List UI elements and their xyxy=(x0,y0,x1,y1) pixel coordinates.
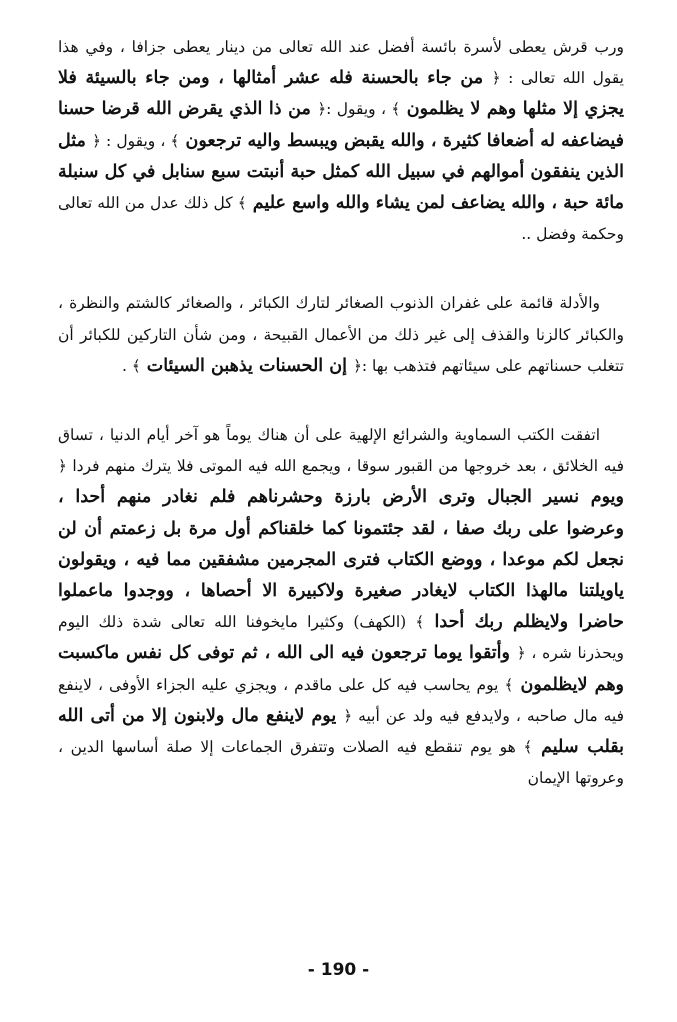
quran-bracket: ﴾ xyxy=(237,194,247,213)
quran-bracket: ﴿ xyxy=(491,69,501,88)
body-text: ، ويقول : xyxy=(326,100,392,119)
quran-verse: وأتقوا يوما ترجعون فيه الى الله ، ثم توفى كل نفس ماكسبت وهم لايظلمون xyxy=(58,643,624,695)
paragraph xyxy=(58,420,624,794)
paragraph xyxy=(58,288,624,382)
quran-bracket: ﴿ xyxy=(58,457,67,476)
paragraph xyxy=(58,32,624,250)
quran-verse: من ذا الذي يقرض الله قرضا حسنا فيضاعفه له أضعافا كثيرة ، والله يقبض ويبسط واليه ترجعون xyxy=(58,99,624,151)
quran-verse: مثل الذين ينفقون أموالهم في سبيل الله كمثل حبة أنبتت سبع سنابل في كل سنبلة مائة حبة ، والله يضاعف لمن يشاء والله واسع عليم xyxy=(58,130,624,214)
body-text: . xyxy=(121,356,132,375)
quran-bracket: ﴾ xyxy=(415,613,425,632)
quran-bracket: ﴾ xyxy=(391,100,401,119)
quran-verse: ويوم نسير الجبال وترى الأرض بارزة وحشرناهم فلم نغادر منهم أحدا ، وعرضوا على ربك صفا ، لقد جئتمونا كما خلقناكم أول مرة بل زعمتم أن لن نجعل لكم موعدا ، ووضع الكتاب فترى المجرمين مشفقين مما فيه ، ويقولون ياويلتنا مالهذا الكتاب لايغادر صغيرة ولاكبيرة الا أحصاها ، ووجدوا ماعملوا حاضرا ولايظلم ربك أحدا xyxy=(58,487,624,633)
body-text: ، ويقول : xyxy=(100,131,171,150)
body-text: اتفقت الكتب السماوية والشرائع الإلهية على أن هناك يوماً هو آخر أيام الدنيا ، تساق فيه الخلائق ، بعد خروجها من القبور سوقا ، ويجمع الله فيه الموتى فلا يترك منهم فردا xyxy=(58,426,624,476)
body-text: كل ذلك عدل من الله تعالى وحكمة وفضل .. xyxy=(58,194,624,244)
body-text: والأدلة قائمة على غفران الذنوب الصغائر لتارك الكبائر ، والصغائر كالشتم والنظرة ، والكبائر كالزنا والقذف إلى غير ذلك من الأعمال القبيحة ، ومن شأن التاركين للكبائر أن تتغلب حسناتهم على سيئاتهم فتذهب بها : xyxy=(58,294,624,375)
book-page-body xyxy=(58,32,624,794)
quran-verse: يوم لاينفع مال ولابنون إلا من أتى الله بقلب سليم xyxy=(58,705,624,758)
body-text: (الكهف) وكثيرا مايخوفنا الله تعالى شدة ذلك اليوم ويحذرنا شره ، xyxy=(58,613,624,663)
page-number: - 190 - xyxy=(307,960,370,980)
body-text: ورب قرش يعطى لأسرة بائسة أفضل عند الله تعالى من دينار يعطى جزافا ، وفي هذا يقول الله تعالى : xyxy=(58,38,624,88)
quran-verse: من جاء بالحسنة فله عشر أمثالها ، ومن جاء بالسيئة فلا يجزي إلا مثلها وهم لا يظلمون xyxy=(58,68,624,120)
quran-bracket: ﴿ xyxy=(516,644,526,663)
quran-bracket: ﴿ xyxy=(92,131,101,150)
quran-bracket: ﴾ xyxy=(131,356,141,375)
quran-bracket: ﴿ xyxy=(317,100,327,119)
quran-bracket: ﴾ xyxy=(523,738,533,757)
quran-bracket: ﴾ xyxy=(504,675,514,694)
quran-bracket: ﴾ xyxy=(170,131,180,150)
quran-bracket: ﴿ xyxy=(353,356,362,375)
body-text: هو يوم تنقطع فيه الصلات وتتفرق الجماعات إلا صلة أساسها الدين ، وعروتها الإيمان xyxy=(58,738,624,788)
quran-verse: إن الحسنات يذهبن السيئات xyxy=(140,355,354,376)
body-text: يوم يحاسب فيه كل على ماقدم ، ويجزي عليه الجزاء الأوفى ، لاينفع فيه مال صاحبه ، ولايدفع فيه ولد عن أبيه xyxy=(58,675,624,725)
quran-bracket: ﴿ xyxy=(343,706,353,725)
